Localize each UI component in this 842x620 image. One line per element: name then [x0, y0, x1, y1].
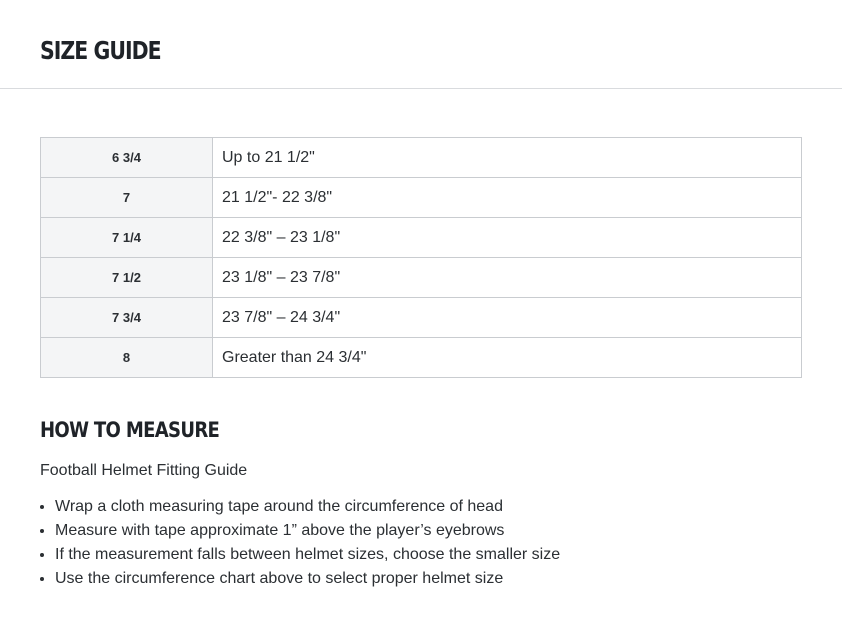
helmet-size-cell: 8: [41, 338, 213, 378]
list-item: • Wrap a cloth measuring tape around the circumference of head: [55, 495, 560, 519]
table-row: [41, 338, 802, 378]
head-circumference-cell: Up to 21 1/2": [213, 138, 802, 178]
list-item: • If the measurement falls between helmet sizes, choose the smaller size: [55, 543, 560, 567]
list-item: • Use the circumference chart above to select proper helmet size: [55, 567, 560, 591]
head-circumference-cell: 22 3/8" – 23 1/8": [213, 218, 802, 258]
list-item: • Measure with tape approximate 1” above the player’s eyebrows: [55, 519, 560, 543]
table-row: [41, 298, 802, 338]
head-circumference-cell: 21 1/2"- 22 3/8": [213, 178, 802, 218]
head-circumference-cell: 23 1/8" – 23 7/8": [213, 258, 802, 298]
table-row: [41, 218, 802, 258]
title-divider: [0, 88, 842, 89]
helmet-size-cell: 6 3/4: [41, 138, 213, 178]
fitting-guide-subtitle: Football Helmet Fitting Guide: [40, 462, 248, 479]
page-title: SIZE GUIDE: [40, 36, 161, 65]
helmet-size-cell: 7: [41, 178, 213, 218]
table-row: [41, 178, 802, 218]
head-circumference-cell: Greater than 24 3/4": [213, 338, 802, 378]
helmet-size-cell: 7 1/2: [41, 258, 213, 298]
measuring-instructions-list: [40, 495, 560, 591]
helmet-size-cell: 7 1/4: [41, 218, 213, 258]
table-row: [41, 258, 802, 298]
table-row: [41, 138, 802, 178]
helmet-size-cell: 7 3/4: [41, 298, 213, 338]
how-to-measure-heading: HOW TO MEASURE: [40, 418, 220, 442]
size-chart-table: [40, 137, 802, 378]
head-circumference-cell: 23 7/8" – 24 3/4": [213, 298, 802, 338]
